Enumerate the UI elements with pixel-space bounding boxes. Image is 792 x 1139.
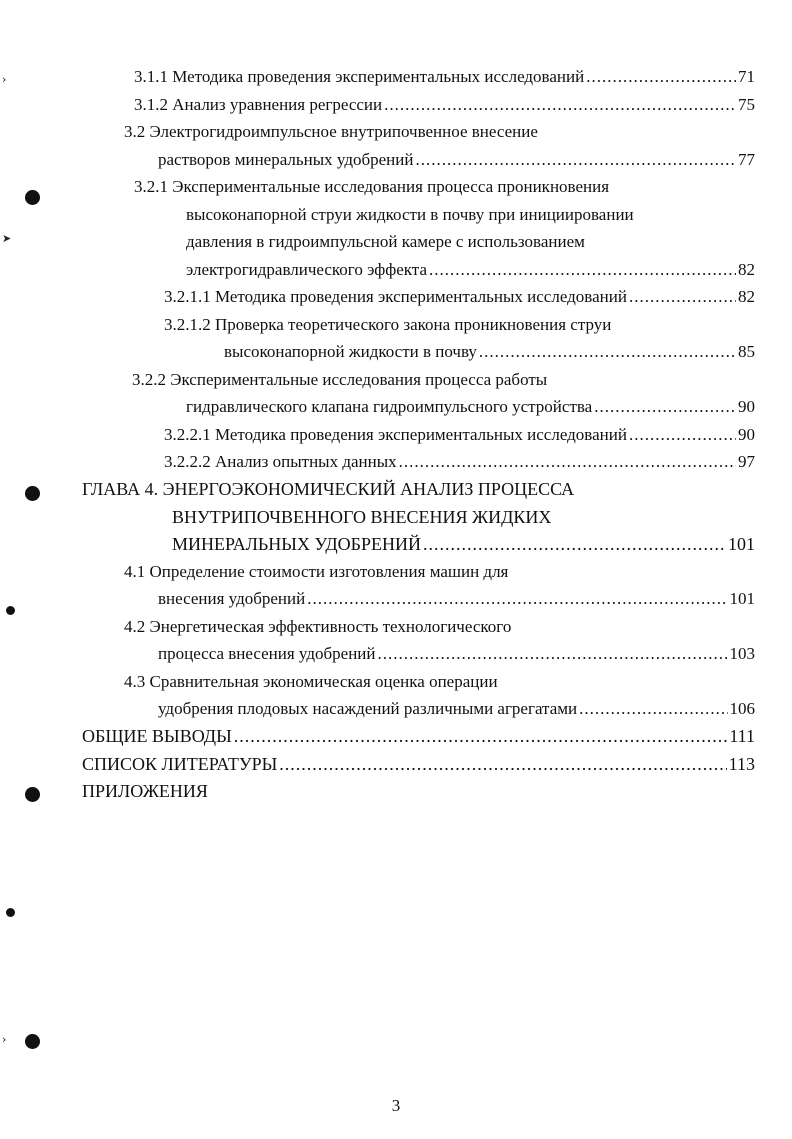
toc-entry (134, 176, 609, 198)
toc-entry-title: внесения удобрений (158, 589, 306, 608)
punch-hole-icon (25, 1034, 40, 1049)
toc-entry (158, 698, 755, 720)
toc-entry-title: высоконапорной струи жидкости в почву при инициировании (186, 205, 634, 224)
toc-entry (186, 259, 755, 281)
toc-entry (164, 314, 611, 336)
toc-entry (164, 451, 755, 473)
toc-leader-dots (629, 286, 736, 308)
toc-entry-page: 77 (738, 150, 755, 169)
toc-leader-dots (629, 424, 736, 446)
scan-mark-icon: › (2, 1033, 7, 1046)
toc-entry-title: процесса внесения удобрений (158, 644, 376, 663)
toc-entry-title: ГЛАВА 4. ЭНЕРГОЭКОНОМИЧЕСКИЙ АНАЛИЗ ПРОЦЕССА (82, 479, 575, 499)
toc-entry-page: 113 (728, 754, 755, 774)
toc-leader-dots (384, 94, 736, 116)
toc-entry-title: 3.2.1.2 Проверка теоретического закона проникновения струи (164, 315, 612, 334)
punch-hole-icon (6, 606, 15, 615)
punch-hole-icon (6, 908, 15, 917)
toc-leader-dots (579, 698, 727, 720)
toc-entry-page: 71 (738, 67, 755, 86)
toc-entry (164, 424, 755, 446)
toc-entry-title: электрогидравлического эффекта (186, 260, 427, 279)
page-number: 3 (391, 1096, 401, 1115)
scan-mark-icon: › (2, 73, 7, 86)
toc-entry-title: 3.1.1 Методика проведения экспериментальных исследований (134, 67, 585, 86)
toc-entry-title: высоконапорной жидкости в почву (224, 342, 477, 361)
toc-entry-page: 97 (738, 452, 755, 471)
toc-entry-page: 75 (738, 95, 755, 114)
toc-entry-title: 3.2 Электрогидроимпульсное внутрипочвенное внесение (124, 122, 538, 141)
toc-entry-title: СПИСОК ЛИТЕРАТУРЫ (82, 754, 278, 774)
toc-leader-dots (279, 753, 726, 775)
toc-entry-title: 4.2 Энергетическая эффективность технологического (124, 617, 512, 636)
toc-entry-title: 3.2.1.1 Методика проведения экспериментальных исследований (164, 287, 627, 306)
toc-entry (132, 369, 547, 391)
toc-leader-dots (586, 66, 736, 88)
toc-leader-dots (594, 396, 736, 418)
toc-entry-title: давления в гидроимпульсной камере с использованием (186, 232, 585, 251)
toc-entry-title: 3.2.1 Экспериментальные исследования процесса проникновения (134, 177, 610, 196)
toc-entry (186, 204, 634, 226)
toc-entry-title: ОБЩИЕ ВЫВОДЫ (82, 726, 232, 746)
toc-entry-page: 90 (738, 425, 755, 444)
toc-entry (158, 643, 755, 665)
toc-entry-title: МИНЕРАЛЬНЫХ УДОБРЕНИЙ (172, 534, 421, 554)
toc-chapter-heading (172, 506, 551, 528)
toc-entry-title: 3.2.2.2 Анализ опытных данных (164, 452, 397, 471)
toc-entry (134, 94, 755, 116)
toc-chapter-heading (82, 753, 755, 775)
toc-leader-dots (234, 725, 728, 747)
toc-entry-title: 3.1.2 Анализ уравнения регрессии (134, 95, 383, 114)
punch-hole-icon (25, 486, 40, 501)
toc-leader-dots (429, 259, 736, 281)
toc-chapter-heading (172, 533, 755, 555)
toc-entry-title: 3.2.2.1 Методика проведения экспериментальных исследований (164, 425, 627, 444)
toc-leader-dots (423, 533, 726, 555)
toc-entry (158, 588, 755, 610)
toc-leader-dots (377, 643, 727, 665)
toc-entry (186, 231, 585, 253)
toc-entry (164, 286, 755, 308)
toc-entry-page: 82 (738, 260, 755, 279)
punch-hole-icon (25, 787, 40, 802)
toc-leader-dots (479, 341, 736, 363)
toc-entry (124, 616, 511, 638)
toc-entry-title: гидравлического клапана гидроимпульсного устройства (186, 397, 593, 416)
toc-entry-page: 103 (729, 644, 755, 663)
punch-hole-icon (25, 190, 40, 205)
toc-entry (186, 396, 755, 418)
toc-entry-title: ПРИЛОЖЕНИЯ (82, 781, 208, 801)
toc-entry-page: 106 (729, 699, 755, 718)
toc-entry-page: 82 (738, 287, 755, 306)
toc-entry-title: удобрения плодовых насаждений различными агрегатами (158, 699, 578, 718)
toc-entry-title: 4.1 Определение стоимости изготовления машин для (124, 562, 509, 581)
toc-entry (134, 66, 755, 88)
toc-entry (224, 341, 755, 363)
toc-chapter-heading (82, 725, 755, 747)
toc-entry-page: 101 (728, 534, 755, 554)
toc-entry-title: растворов минеральных удобрений (158, 150, 414, 169)
toc-leader-dots (399, 451, 736, 473)
toc-entry-title: 4.3 Сравнительная экономическая оценка операции (124, 672, 498, 691)
toc-entry-title: 3.2.2 Экспериментальные исследования процесса работы (132, 370, 548, 389)
toc-leader-dots (415, 149, 736, 171)
toc-entry-title: ВНУТРИПОЧВЕННОГО ВНЕСЕНИЯ ЖИДКИХ (172, 507, 552, 527)
toc-chapter-heading (82, 478, 574, 500)
toc-leader-dots (307, 588, 727, 610)
toc-entry-page: 85 (738, 342, 755, 361)
toc-entry (124, 561, 508, 583)
toc-entry-page: 111 (729, 726, 755, 746)
toc-entry (124, 671, 498, 693)
scan-mark-icon: ➤ (2, 232, 12, 245)
toc-entry (158, 149, 755, 171)
toc-chapter-heading (82, 780, 208, 802)
toc-entry-page: 101 (729, 589, 755, 608)
toc-entry (124, 121, 538, 143)
toc-entry-page: 90 (738, 397, 755, 416)
